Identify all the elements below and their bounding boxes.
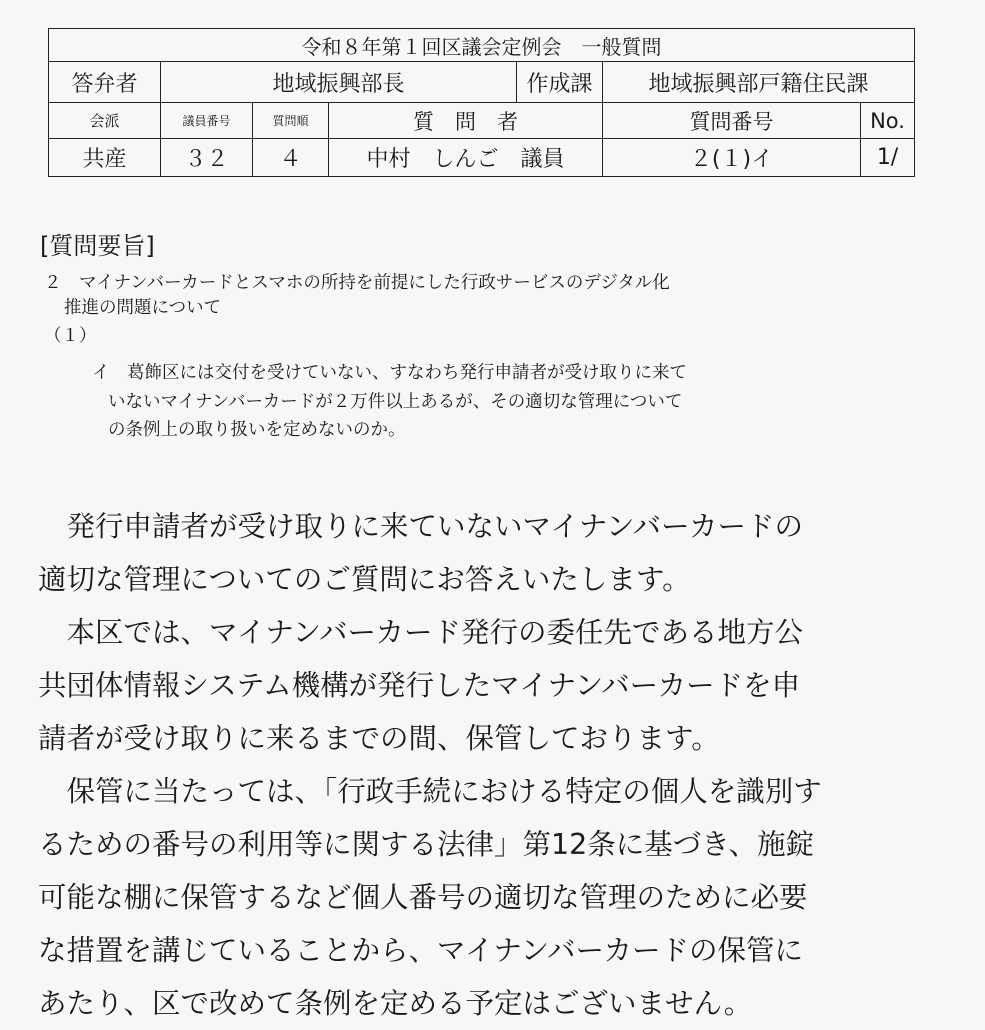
questioner-value: 中村 しんご 議員	[329, 139, 603, 177]
respondent-label: 答弁者	[49, 62, 161, 103]
answer-line: るための番号の利用等に関する法律」第12条に基づき、施錠	[38, 828, 815, 861]
answer-body	[38, 500, 918, 1030]
summary-line: 推進の問題について	[64, 298, 222, 318]
member-no-header: 議員番号	[161, 103, 253, 139]
summary-heading: [質問要旨]	[40, 232, 155, 260]
answer-line: な措置を講じていることから、マイナンバーカードの保管に	[38, 934, 803, 967]
respondent-value: 地域振興部長	[161, 62, 517, 103]
answer-line: 共団体情報システム機構が発行したマイナンバーカードを申	[38, 669, 801, 702]
no-value: 1/	[861, 139, 915, 177]
section-label: 作成課	[517, 62, 603, 103]
summary-line: イ 葛飾区には交付を受けていない、すなわち発行申請者が受け取りに来て	[92, 363, 687, 383]
session-title: 令和８年第１回区議会定例会 一般質問	[49, 29, 915, 62]
answer-line: 本区では、マイナンバーカード発行の委任先である地方公	[38, 616, 803, 649]
summary-line: （１）	[44, 326, 97, 346]
answer-line: 保管に当たっては、「行政手続における特定の個人を識別す	[38, 775, 822, 808]
answer-line: 請者が受け取りに来るまでの間、保管しております。	[38, 722, 720, 755]
summary-line: ２ マイナンバーカードとスマホの所持を前提にした行政サービスのデジタル化	[44, 273, 670, 293]
questioner-header: 質 問 者	[329, 103, 603, 139]
question-no-value: ２(１)イ	[603, 139, 861, 177]
header-table	[48, 28, 915, 177]
summary-line: の条例上の取り扱いを定めないのか。	[108, 420, 406, 440]
faction-value: 共産	[49, 139, 161, 177]
section-value: 地域振興部戸籍住民課	[603, 62, 915, 103]
question-no-header: 質問番号	[603, 103, 861, 139]
order-value: ４	[253, 139, 329, 177]
no-header: No.	[861, 103, 915, 139]
faction-header: 会派	[49, 103, 161, 139]
order-header: 質問順	[253, 103, 329, 139]
answer-line: あたり、区で改めて条例を定める予定はございません。	[38, 987, 753, 1020]
answer-line: 可能な棚に保管するなど個人番号の適切な管理のために必要	[38, 881, 808, 914]
member-no-value: ３２	[161, 139, 253, 177]
answer-line: 適切な管理についてのご質問にお答えいたします。	[38, 563, 691, 596]
summary-line: いないマイナンバーカードが２万件以上あるが、その適切な管理について	[108, 392, 683, 412]
answer-line: 発行申請者が受け取りに来ていないマイナンバーカードの	[38, 510, 803, 543]
